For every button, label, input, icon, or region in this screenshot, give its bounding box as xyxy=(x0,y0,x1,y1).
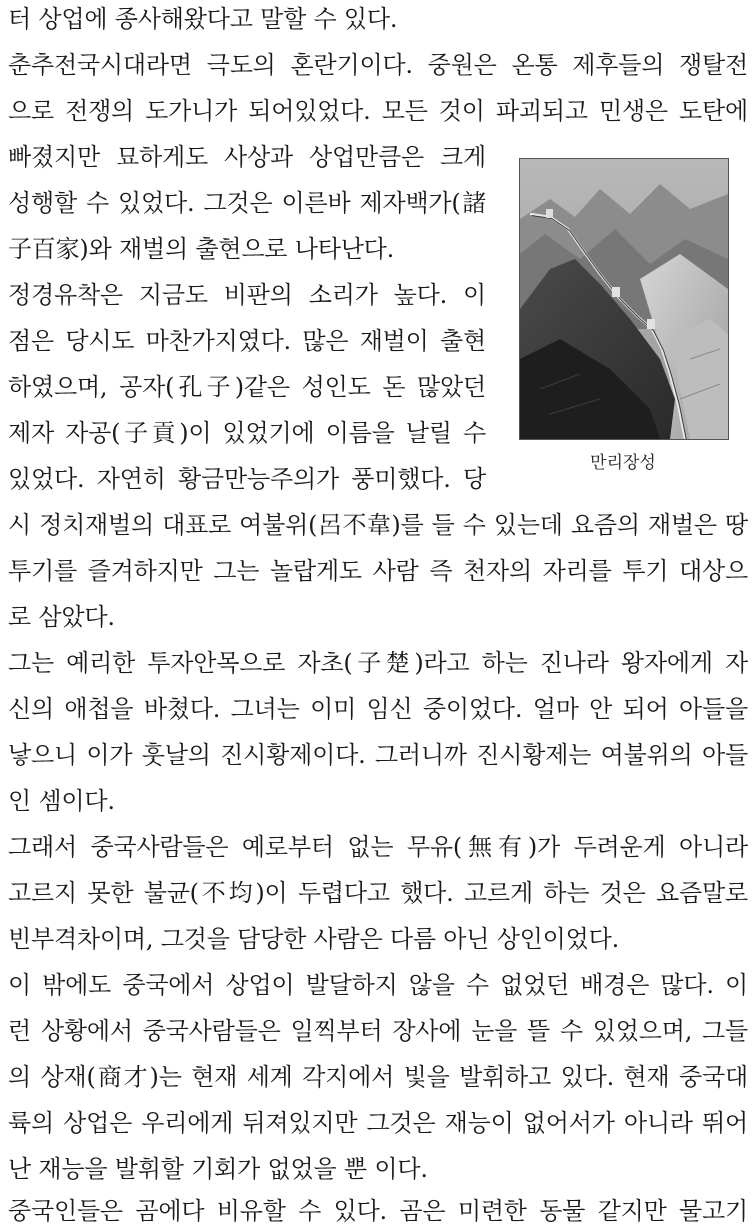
text-line-17: 낳으니 이가 훗날의 진시황제이다. 그러니까 진시황제는 여불위의 아들 xyxy=(8,741,748,769)
figure-caption: 만리장성 xyxy=(590,453,656,473)
text-line-16: 신의 애첩을 바쳤다. 그녀는 이미 임신 중이었다. 얼마 안 되어 아들을 xyxy=(8,695,748,723)
text-line-10: 제자 자공(子貢)이 있었기에 이름을 날릴 수 xyxy=(8,419,486,447)
text-line-24: 의 상재(商才)는 현재 세계 각지에서 빛을 발휘하고 있다. 현재 중국대 xyxy=(8,1063,748,1091)
text-line-18: 인 셈이다. xyxy=(8,787,115,815)
text-line-1: 터 상업에 종사해왔다고 말할 수 있다. xyxy=(8,5,398,33)
text-line-27: 중국인들은 곰에다 비유할 수 있다. 곰은 미련한 동물 같지만 물고기 xyxy=(8,1197,748,1225)
text-line-22: 이 밖에도 중국에서 상업이 발달하지 않을 수 없었던 배경은 많다. 이 xyxy=(8,971,748,999)
text-line-26: 난 재능을 발휘할 기회가 없었을 뿐 이다. xyxy=(8,1155,428,1183)
text-line-8: 점은 당시도 마찬가지였다. 많은 재벌이 출현 xyxy=(8,327,486,355)
text-line-19: 그래서 중국사람들은 예로부터 없는 무유(無有)가 두려운게 아니라 xyxy=(8,833,748,861)
text-line-23: 런 상황에서 중국사람들은 일찍부터 장사에 눈을 뜰 수 있었으며, 그들 xyxy=(8,1017,748,1045)
text-line-9: 하였으며, 공자(孔子)같은 성인도 돈 많았던 xyxy=(8,373,486,401)
text-line-21: 빈부격차이며, 그것을 담당한 사람은 다름 아닌 상인이었다. xyxy=(8,925,620,953)
text-line-4: 빠졌지만 묘하게도 사상과 상업만큼은 크게 xyxy=(8,143,486,171)
great-wall-photo-icon xyxy=(520,159,728,439)
text-line-15: 그는 예리한 투자안목으로 자초(子楚)라고 하는 진나라 왕자에게 자 xyxy=(8,649,748,677)
text-line-6: 子百家)와 재벌의 출현으로 나타난다. xyxy=(8,235,395,263)
text-line-14: 로 삼았다. xyxy=(8,603,115,631)
text-line-25: 륙의 상업은 우리에게 뒤져있지만 그것은 재능이 없어서가 아니라 뛰어 xyxy=(8,1109,748,1137)
text-line-2: 춘추전국시대라면 극도의 혼란기이다. 중원은 온통 제후들의 쟁탈전 xyxy=(8,51,748,79)
great-wall-photo xyxy=(519,158,729,440)
text-line-7: 정경유착은 지금도 비판의 소리가 높다. 이 xyxy=(8,281,486,309)
text-line-13: 투기를 즐겨하지만 그는 놀랍게도 사람 즉 천자의 자리를 투기 대상으 xyxy=(8,557,748,585)
text-line-12: 시 정치재벌의 대표로 여불위(呂不韋)를 들 수 있는데 요즘의 재벌은 땅 xyxy=(8,511,748,539)
text-line-5: 성행할 수 있었다. 그것은 이른바 제자백가(諸 xyxy=(8,189,486,217)
text-line-11: 있었다. 자연히 황금만능주의가 풍미했다. 당 xyxy=(8,465,486,493)
text-line-20: 고르지 못한 불균(不均)이 두렵다고 했다. 고르게 하는 것은 요즘말로 xyxy=(8,879,748,907)
text-line-3: 으로 전쟁의 도가니가 되어있었다. 모든 것이 파괴되고 민생은 도탄에 xyxy=(8,97,748,125)
